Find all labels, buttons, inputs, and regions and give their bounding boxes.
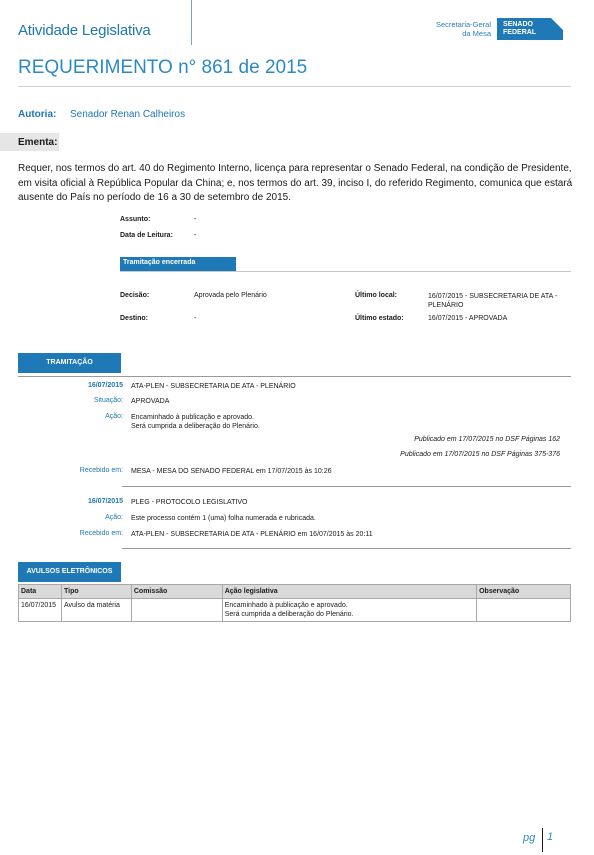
info-divider: [120, 271, 571, 272]
header-divider: [191, 0, 192, 45]
page-number: 1: [547, 831, 554, 843]
column-header: Data: [19, 585, 62, 599]
situacao-value: APROVADA: [131, 398, 170, 405]
autoria-value[interactable]: Senador Renan Calheiros: [70, 109, 186, 120]
assunto-label: Assunto:: [120, 216, 151, 223]
tramitacao-tab[interactable]: TRAMITAÇÃO: [18, 353, 121, 373]
acao-value-line2: Será cumprida a deliberação do Plenário.: [131, 423, 260, 430]
tramitacao-encerrada-badge: Tramitação encerrada: [120, 257, 236, 271]
column-header: Comissão: [131, 585, 222, 599]
cell-comissao: [131, 599, 222, 622]
ultimo-estado-label: Último estado:: [355, 315, 404, 322]
avulsos-table: [18, 584, 571, 622]
column-header: Tipo: [61, 585, 131, 599]
recebido-value: MESA - MESA DO SENADO FEDERAL em 17/07/2015 às 10:26: [131, 468, 332, 475]
cell-acao: Encaminhado à publicação e aprovado. Será cumprida a deliberação do Plenário.: [222, 599, 476, 622]
destino-label: Destino:: [120, 315, 148, 322]
ultimo-local-value: 16/07/2015 - SUBSECRETARIA DE ATA - PLENÁRIO: [428, 293, 558, 309]
decisao-label: Decisão:: [120, 292, 150, 299]
publicacao-link[interactable]: Publicado em 17/07/2015 no DSF Páginas 375-376: [400, 451, 560, 458]
cell-data: 16/07/2015: [19, 599, 62, 622]
cell-tipo[interactable]: Avulso da matéria: [61, 599, 131, 622]
acao-value: Este processo contém 1 (uma) folha numerada e rubricada.: [131, 515, 316, 522]
autoria-label: Autoria:: [18, 109, 57, 120]
entry-divider: [122, 486, 571, 487]
assunto-value: -: [194, 216, 197, 223]
page-label: pg: [523, 832, 536, 844]
recebido-label: Recebido em:: [79, 530, 123, 537]
ultimo-estado-value: 16/07/2015 - APROVADA: [428, 315, 508, 322]
ementa-text: Requer, nos termos do art. 40 do Regimento Interno, licença para representar o Senado Federal, na condição de Presidente, em visita oficial à República Popular da China; e, nos termos do art. 39, inciso I, do referido Regimento, comunica que estará ausente do País no período de 16 a 30 de setembro de 2015.: [18, 163, 573, 203]
recebido-value: ATA-PLEN - SUBSECRETARIA DE ATA - PLENÁRIO em 16/07/2015 às 20:11: [131, 531, 373, 538]
tramitacao-entry-local: PLEG - PROTOCOLO LEGISLATIVO: [131, 499, 248, 506]
tramitacao-divider: [18, 376, 571, 377]
ementa-label: Ementa:: [18, 137, 58, 148]
acao-label: Ação:: [105, 514, 123, 521]
tramitacao-entry-local: ATA-PLEN - SUBSECRETARIA DE ATA - PLENÁRIO: [131, 383, 296, 390]
data-leitura-value: -: [194, 232, 197, 239]
publicacao-link[interactable]: Publicado em 17/07/2015 no DSF Páginas 162: [414, 436, 560, 443]
table-header-row: [19, 585, 571, 599]
data-leitura-label: Data de Leitura:: [120, 232, 173, 239]
recebido-label: Recebido em:: [79, 467, 123, 474]
document-title: REQUERIMENTO n° 861 de 2015: [18, 57, 308, 78]
title-divider: [18, 86, 571, 87]
logo-box: SENADO FEDERAL: [497, 18, 563, 40]
table-row: [19, 599, 571, 622]
acao-value-line1: Encaminhado à publicação e aprovado.: [131, 414, 254, 421]
avulsos-tab[interactable]: AVULSOS ELETRÔNICOS: [18, 562, 121, 582]
ultimo-local-label: Último local:: [355, 292, 398, 299]
situacao-label: Situação:: [93, 397, 123, 404]
acao-label: Ação:: [105, 413, 123, 420]
logo-text: Secretaria-Geral da Mesa: [436, 20, 492, 38]
column-header: Observação: [477, 585, 571, 599]
column-header: Ação legislativa: [222, 585, 476, 599]
senado-logo: [436, 18, 563, 40]
decisao-value: Aprovada pelo Plenário: [194, 292, 267, 299]
tramitacao-entry-date: 16/07/2015: [87, 382, 123, 389]
site-title: Atividade Legislativa: [18, 22, 151, 39]
entry-divider: [122, 548, 571, 549]
tramitacao-entry-date: 16/07/2015: [87, 498, 123, 505]
destino-value: -: [194, 315, 197, 322]
cell-observacao: [477, 599, 571, 622]
footer-divider: [542, 828, 543, 852]
